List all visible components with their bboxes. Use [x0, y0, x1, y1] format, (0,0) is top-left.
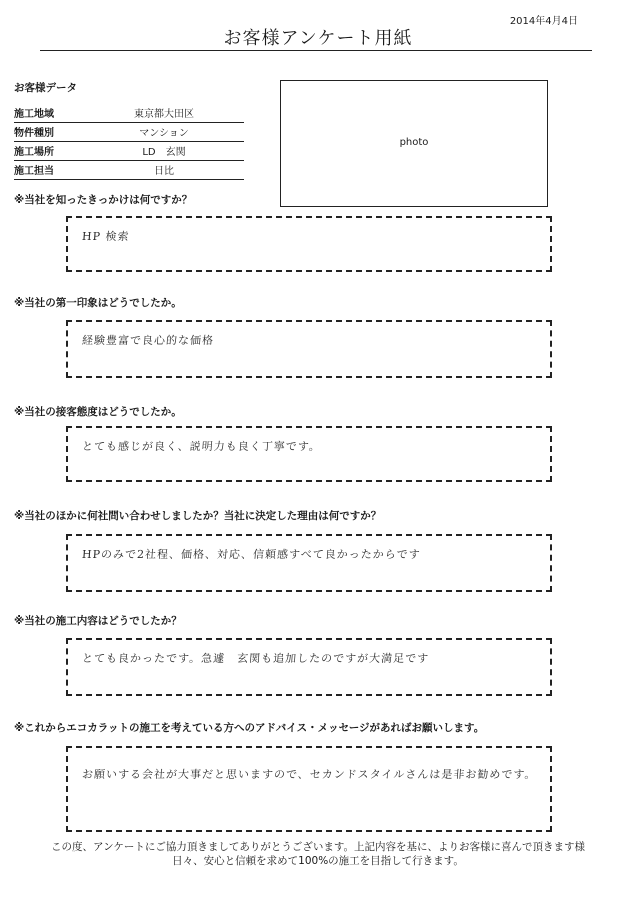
survey-date: 2014年4月4日: [509, 16, 578, 27]
question-1: ※当社を知ったきっかけは何ですか？: [14, 194, 193, 206]
table-row: [14, 104, 244, 123]
row-value: LD 玄関: [84, 142, 244, 161]
question-2: ※当社の第一印象はどうでしたか。: [14, 297, 182, 309]
answer-5-text: とても良かったです。急遽 玄関も追加したのですが大満足です: [81, 652, 430, 665]
answer-box-5: [66, 638, 552, 696]
answer-4-text: HPのみで2社程、価格、対応、信頼感すべて良かったからです: [81, 548, 422, 561]
answer-1-text: HP 検索: [81, 230, 130, 243]
customer-data-table: [14, 104, 244, 180]
row-value: 日比: [84, 161, 244, 180]
question-6: ※これからエコカラットの施工を考えている方へのアドバイス・メッセージがあればお願いします。: [14, 722, 485, 734]
footer-line-2: 日々、安心と信頼を求めて100%の施工を目指して行きます。: [172, 855, 464, 867]
answer-box-4: [66, 534, 552, 592]
table-row: [14, 123, 244, 142]
answer-6-text: お願いする会社が大事だと思いますので、セカンドスタイルさんは是非お勧めです。: [81, 768, 537, 781]
answer-box-6: [66, 746, 552, 832]
table-row: [14, 161, 244, 180]
photo-placeholder-label: photo: [399, 137, 429, 148]
answer-3-text: とても感じが良く、説明力も良く丁寧です。: [81, 440, 322, 453]
question-3: ※当社の接客態度はどうでしたか。: [14, 406, 182, 418]
customer-data-heading: お客様データ: [14, 82, 77, 94]
row-value: マンション: [84, 123, 244, 142]
answer-box-3: [66, 426, 552, 482]
row-label: 施工地域: [14, 104, 84, 123]
table-row: [14, 142, 244, 161]
row-label: 施工場所: [14, 142, 84, 161]
answer-box-1: [66, 216, 552, 272]
page-title: お客様アンケート用紙: [223, 28, 413, 49]
question-5: ※当社の施工内容はどうでしたか？: [14, 615, 182, 627]
row-value: 東京都大田区: [84, 104, 244, 123]
question-4: ※当社のほかに何社問い合わせしましたか？当社に決定した理由は何ですか？: [14, 510, 382, 522]
answer-box-2: [66, 320, 552, 378]
photo-box: [280, 80, 548, 207]
title-underline: [40, 50, 592, 51]
footer-line-1: この度、アンケートにご協力頂きましてありがとうございます。上記内容を基に、よりお客様に喜んで頂きます様: [50, 841, 586, 853]
answer-2-text: 経験豊富で良心的な価格: [81, 334, 215, 347]
row-label: 物件種別: [14, 123, 84, 142]
row-label: 施工担当: [14, 161, 84, 180]
